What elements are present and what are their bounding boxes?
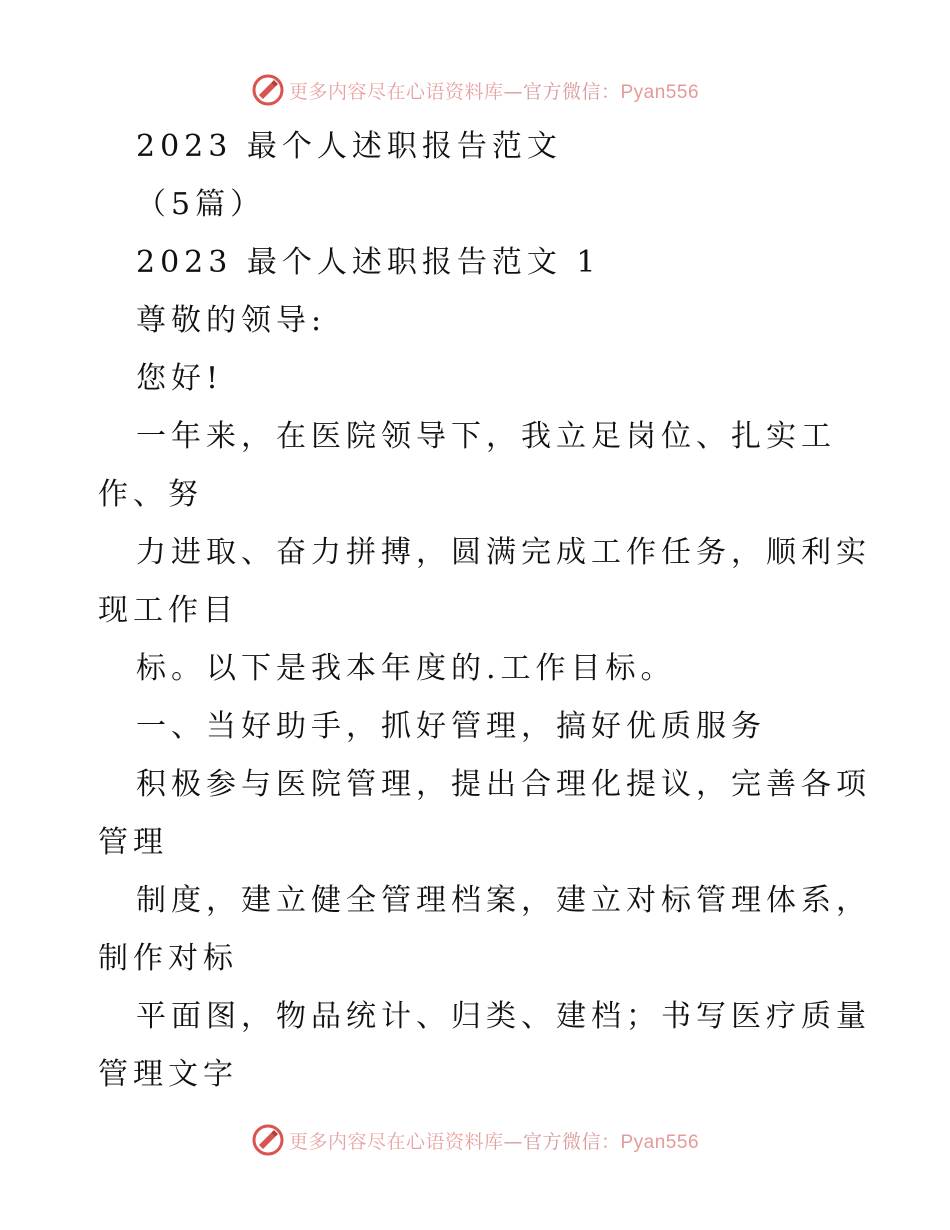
paragraph-line: 管理文字 [98,1057,238,1092]
watermark-brand: 更多内容尽在心语资料库 [288,80,504,103]
paragraph-line: 标。以下是我本年度的.工作目标。 [136,651,676,686]
watermark-label: 官方微信： [522,80,621,103]
paragraph-line: 管理 [98,825,168,860]
paragraph-line: 现工作目 [98,593,238,628]
watermark-wechat-id: Pyan556 [620,81,700,103]
watermark-separator: — [503,80,523,103]
paragraph-line: 平面图，物品统计、归类、建档；书写医疗质量 [136,999,871,1034]
watermark-separator: — [503,1130,523,1153]
paragraph-line: 一年来，在医院领导下，我立足岗位、扎实工 [136,419,836,454]
watermark-label: 官方微信： [522,1130,621,1153]
watermark-text [289,1127,699,1154]
section-heading: 2023 最个人述职报告范文 1 [136,245,601,280]
footer-watermark [0,1120,950,1160]
subsection-heading: 一、当好助手，抓好管理，搞好优质服务 [136,709,766,744]
doc-title: 2023 最个人述职报告范文 [136,129,562,164]
watermark-brand: 更多内容尽在心语资料库 [288,1130,504,1153]
brand-logo-icon [251,73,285,107]
watermark-wechat-id: Pyan556 [620,1131,700,1153]
paragraph-line: 作、努 [98,477,203,512]
paragraph-line: 制作对标 [98,941,238,976]
paragraph-line: 力进取、奋力拼搏，圆满完成工作任务，顺利实 [136,535,871,570]
greeting: 您好! [136,361,224,396]
watermark-text [289,77,699,104]
paragraph-line: 积极参与医院管理，提出合理化提议，完善各项 [136,767,871,802]
header-watermark [0,70,950,110]
paragraph-line: 制度，建立健全管理档案，建立对标管理体系， [136,883,871,918]
brand-logo-icon [251,1123,285,1157]
salutation: 尊敬的领导: [136,303,327,338]
document-body [98,118,871,1104]
doc-subtitle: （5篇） [136,187,266,222]
